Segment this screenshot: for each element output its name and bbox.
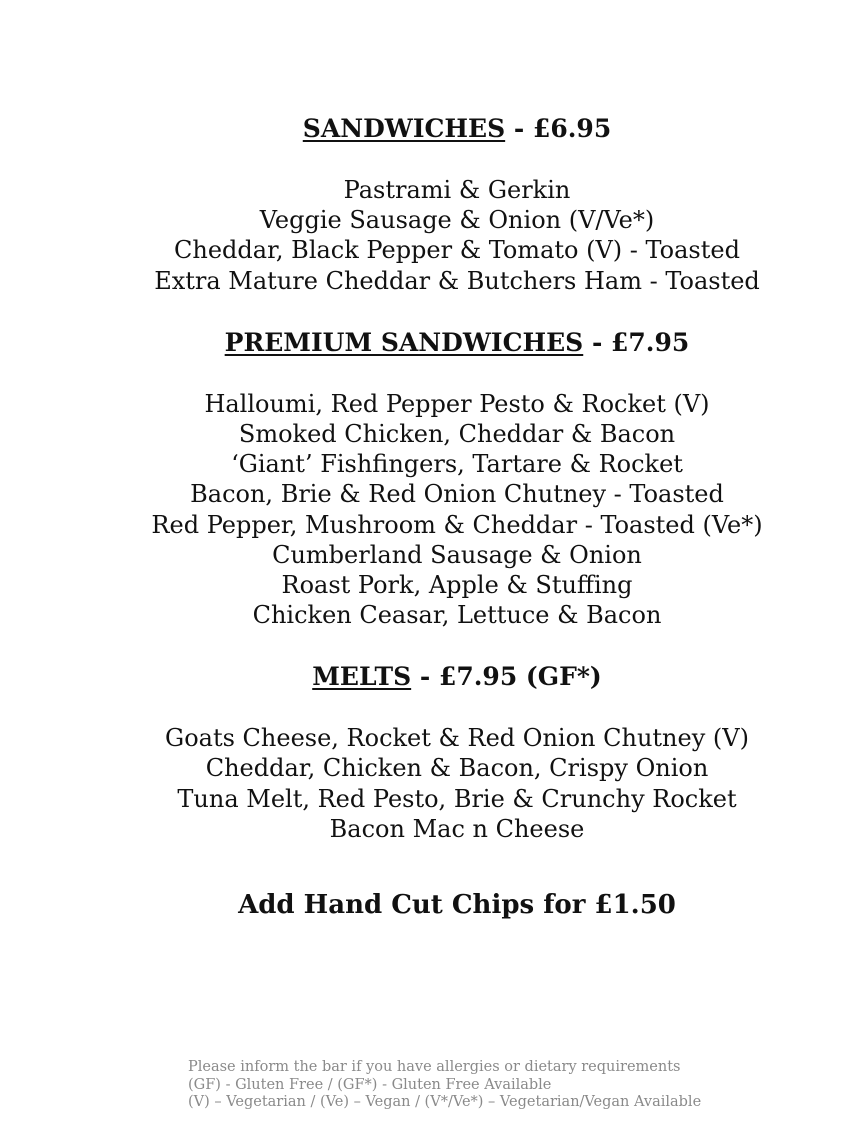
menu-item: Bacon Mac n Cheese (329, 814, 585, 843)
section-heading (0, 113, 866, 144)
menu-item: Goats Cheese, Rocket & Red Onion Chutney (V) (165, 724, 749, 753)
section-premium-sandwiches (0, 327, 866, 631)
menu-item: Cumberland Sausage & Onion (272, 540, 642, 569)
section-sandwiches (0, 113, 866, 296)
menu-item: Cheddar, Black Pepper & Tomato (V) - Toasted (174, 236, 740, 265)
section-heading (0, 327, 866, 358)
section-price: - £7.95 (GF*) (411, 662, 602, 692)
dietary-footer (188, 1059, 701, 1112)
section-melts (0, 661, 866, 844)
item-list (0, 723, 866, 844)
menu-item: Veggie Sausage & Onion (V/Ve*) (259, 206, 655, 235)
section-price: - £7.95 (583, 327, 690, 357)
chips-offer: Add Hand Cut Chips for £1.50 (238, 890, 676, 920)
menu-item: Smoked Chicken, Cheddar & Bacon (238, 419, 676, 448)
menu-item: Cheddar, Chicken & Bacon, Crispy Onion (205, 754, 709, 783)
menu-item: Extra Mature Cheddar & Butchers Ham - Toasted (154, 266, 760, 295)
section-title: SANDWICHES (302, 114, 506, 143)
menu-item: Bacon, Brie & Red Onion Chutney - Toasted (190, 480, 724, 509)
menu-item: Roast Pork, Apple & Stuffing (281, 570, 633, 599)
section-heading (0, 661, 866, 692)
menu-item: Halloumi, Red Pepper Pesto & Rocket (V) (204, 389, 710, 418)
item-list (0, 175, 866, 296)
menu-item: Pastrami & Gerkin (343, 176, 571, 204)
section-price: - £6.95 (505, 114, 612, 143)
menu-item: Tuna Melt, Red Pesto, Brie & Crunchy Rocket (177, 784, 737, 813)
section-title: MELTS (312, 662, 412, 692)
item-list (0, 389, 866, 631)
menu-item: Chicken Ceasar, Lettuce & Bacon (252, 601, 662, 630)
menu (0, 113, 866, 921)
menu-item: Red Pepper, Mushroom & Cheddar - Toasted (Ve*) (151, 510, 763, 539)
section-title: PREMIUM SANDWICHES (224, 327, 584, 357)
footer-line: Please inform the bar if you have allergies or dietary requirements (188, 1059, 681, 1075)
menu-item: ‘Giant’ Fishfingers, Tartare & Rocket (231, 450, 683, 479)
footer-line: (V) – Vegetarian / (Ve) – Vegan / (V*/Ve*) – Vegetarian/Vegan Available (188, 1094, 702, 1110)
footer-line: (GF) - Gluten Free / (GF*) - Gluten Free Available (188, 1076, 552, 1093)
